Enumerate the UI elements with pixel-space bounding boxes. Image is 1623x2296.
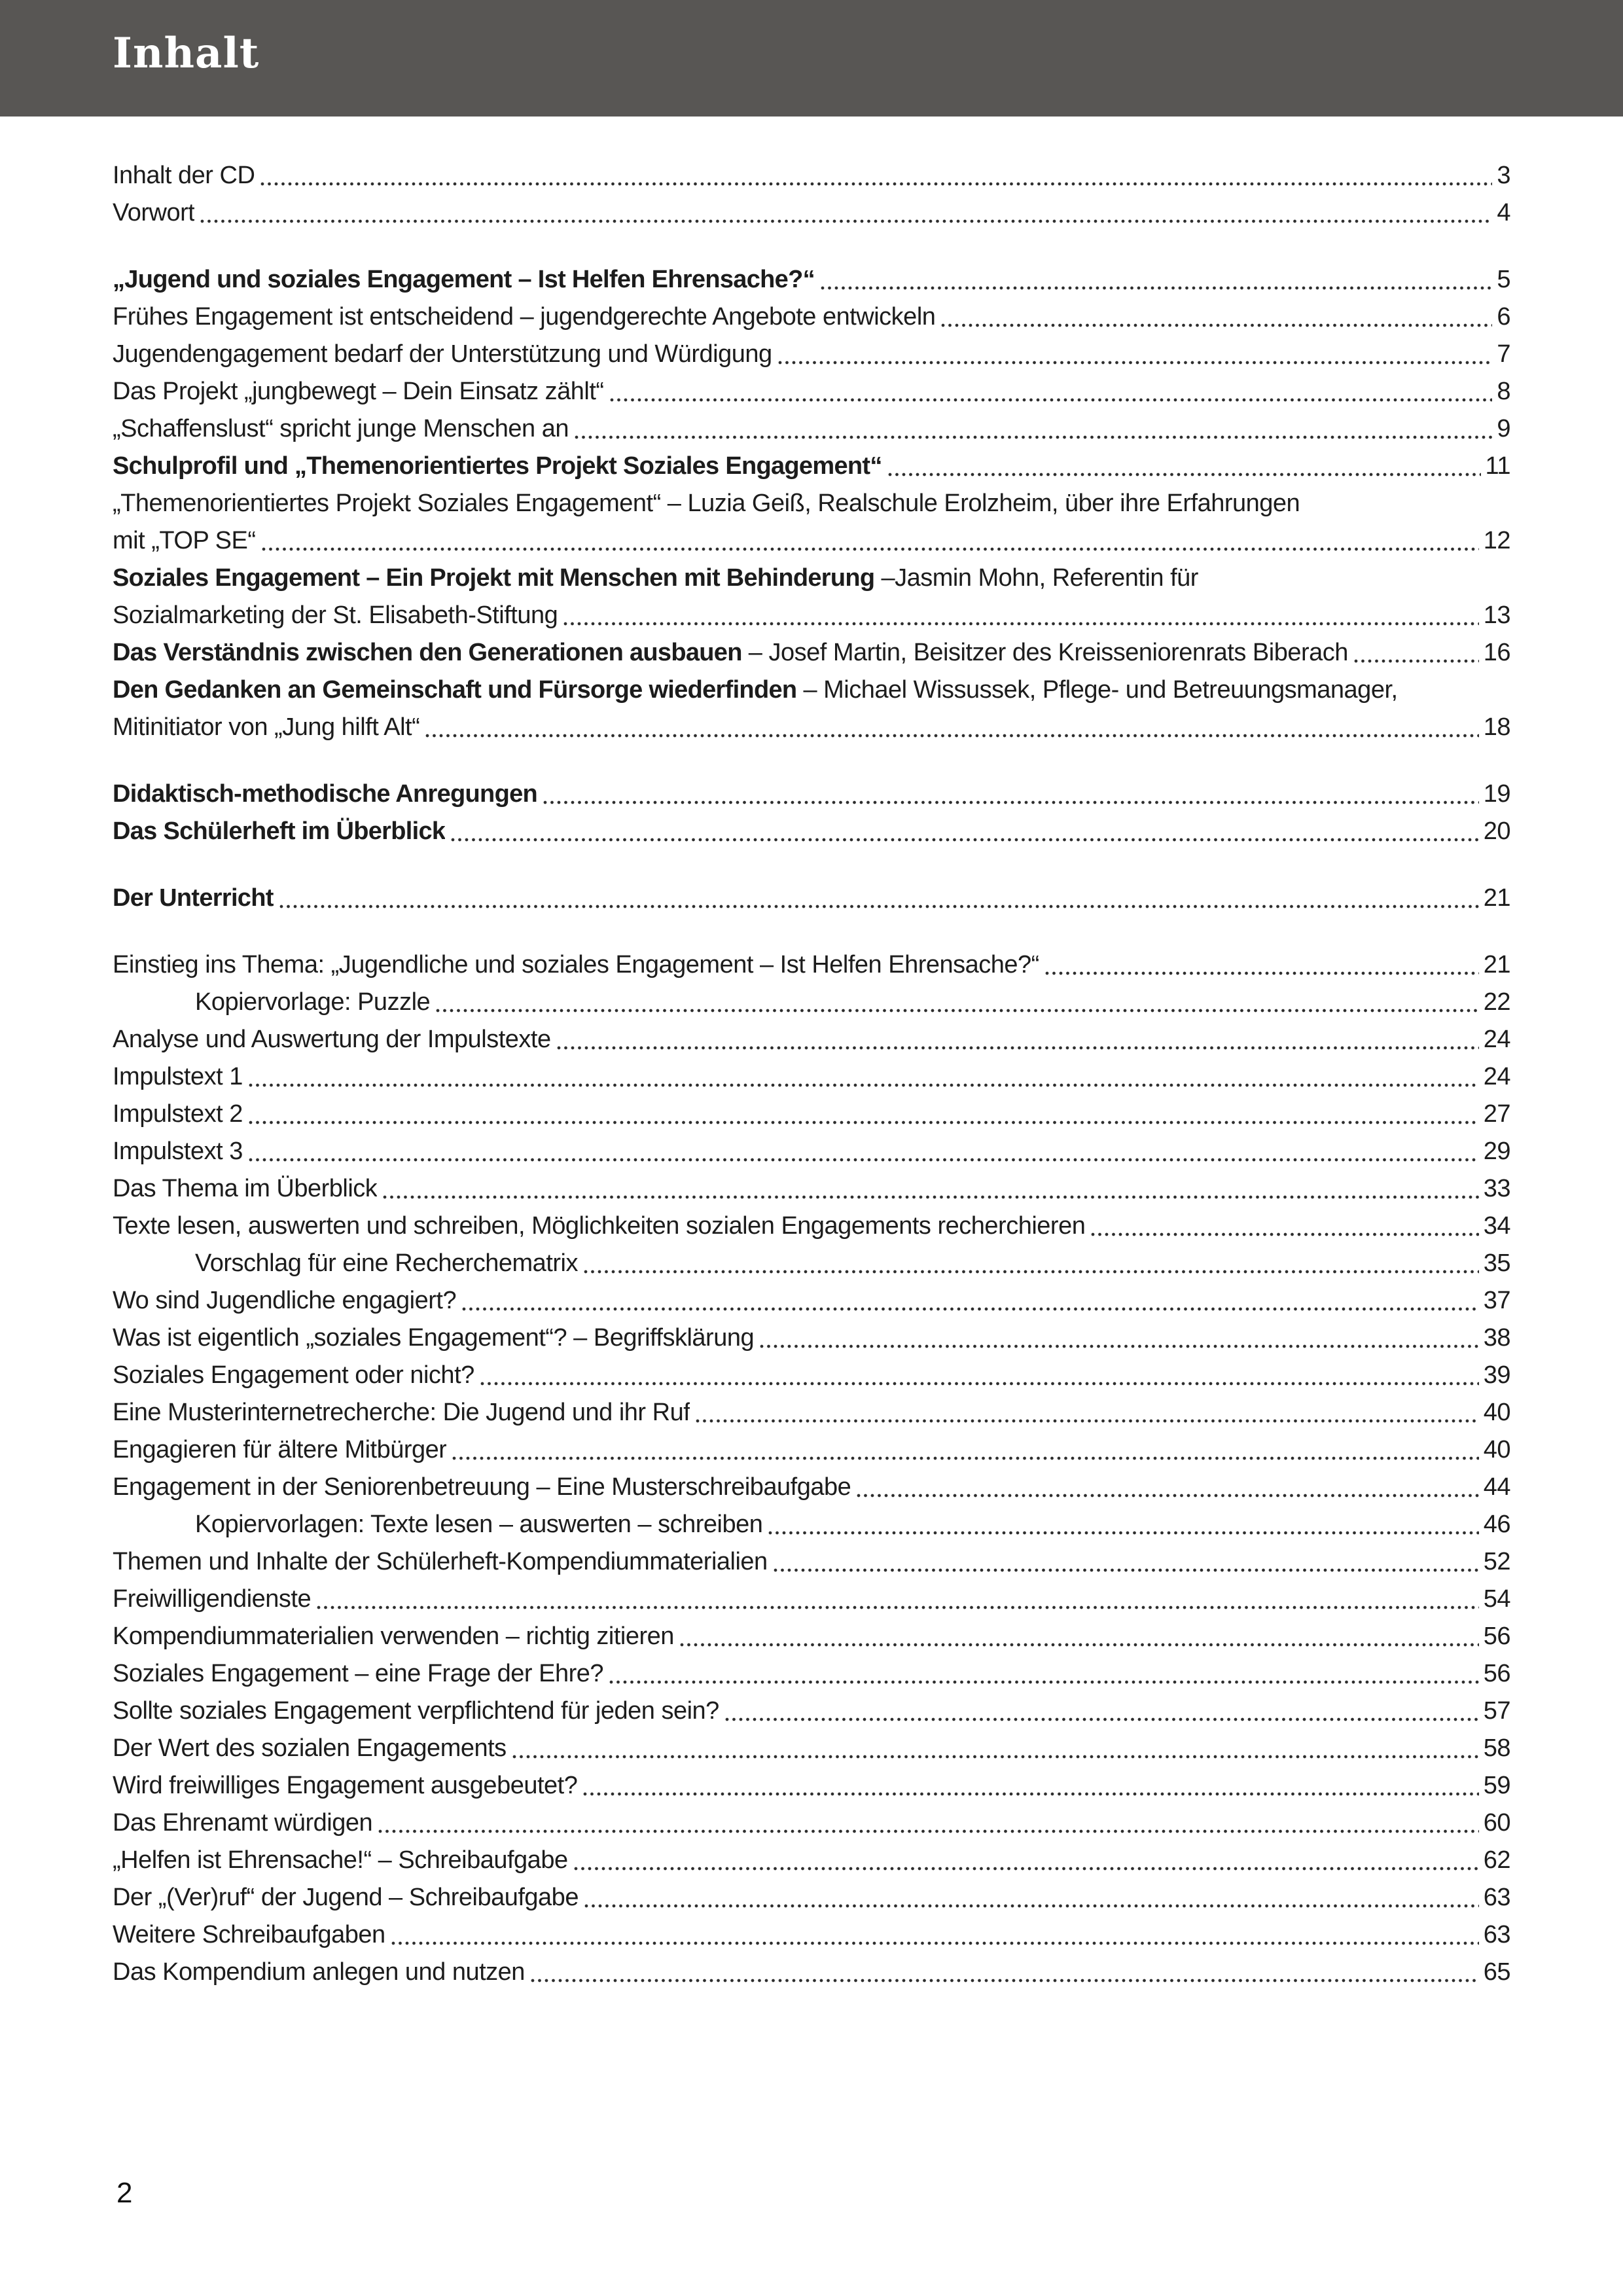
toc-row [113, 1021, 1510, 1058]
toc-entry-text: Das Thema im Überblick [113, 1175, 378, 1202]
toc-entry-text: Soziales Engagement – eine Frage der Ehre? [113, 1660, 604, 1687]
dotted-leader [1091, 1232, 1478, 1237]
toc-entry-page: 21 [1483, 951, 1510, 978]
toc-entry-page: 38 [1483, 1324, 1510, 1352]
toc-entry-label [113, 448, 882, 485]
toc-entry-page: 29 [1483, 1138, 1510, 1165]
toc-entry-text-bold: Das Verständnis zwischen den Generationen ausbauen [113, 639, 742, 666]
toc-entry-page: 3 [1497, 162, 1510, 189]
toc-row [113, 261, 1510, 298]
page-number: 2 [116, 2177, 133, 2209]
dotted-leader [378, 1829, 1479, 1834]
toc-entry-text: Was ist eigentlich „soziales Engagement“? – Begriffsklärung [113, 1324, 755, 1352]
toc-entry-text: mit „TOP SE“ [113, 527, 256, 554]
toc-row [113, 1170, 1510, 1208]
toc-entry-text: Das Kompendium anlegen und nutzen [113, 1958, 525, 1986]
toc-entry-text: Das Projekt „jungbewegt – Dein Einsatz zählt“ [113, 378, 604, 405]
toc-entry-label [113, 597, 558, 634]
toc-entry-label [113, 1133, 243, 1170]
toc-entry-label [113, 709, 419, 746]
toc-entry-text: Engagement in der Seniorenbetreuung – Eine Musterschreibaufgabe [113, 1473, 851, 1501]
toc-entry-page: 12 [1483, 527, 1510, 554]
toc-entry-text: Impulstext 1 [113, 1063, 243, 1090]
toc-entry-page: 4 [1497, 199, 1510, 226]
toc-entry-label [113, 1730, 507, 1767]
toc-entry-page: 21 [1483, 884, 1510, 912]
toc-entry-label [113, 1543, 768, 1581]
toc-entry-page: 57 [1483, 1697, 1510, 1725]
toc-entry-label [113, 298, 935, 336]
toc-entry-label [113, 1618, 674, 1655]
toc-entry-text: „Themenorientiertes Projekt Soziales Engagement“ – Luzia Geiß, Realschule Erolzheim, über ihre Erfahrungen [113, 490, 1300, 517]
toc-entry-text: Vorschlag für eine Recherchematrix [195, 1249, 578, 1277]
toc-row [113, 194, 1510, 232]
toc-entry-text: Vorwort [113, 199, 195, 226]
toc-entry-text: Kopiervorlagen: Texte lesen – auswerten – schreiben [195, 1511, 763, 1538]
toc-entry-page: 37 [1483, 1287, 1510, 1314]
page-header-bar [0, 0, 1623, 117]
toc-entry-text: Analyse und Auswertung der Impulstexte [113, 1026, 551, 1053]
dotted-leader [451, 837, 1478, 842]
toc-row [113, 522, 1510, 560]
toc-row [113, 1655, 1510, 1693]
toc-entry-page: 9 [1497, 415, 1510, 442]
dotted-leader [543, 800, 1479, 805]
toc-row [113, 1133, 1510, 1170]
toc-entry-label [113, 946, 1039, 984]
toc-entry-page: 5 [1497, 266, 1510, 293]
toc-entry-text: Inhalt der CD [113, 162, 255, 189]
dotted-leader [574, 1866, 1479, 1871]
toc-row [113, 448, 1510, 485]
toc-row [113, 1357, 1510, 1394]
toc-entry-page: 63 [1483, 1884, 1510, 1911]
toc-entry-page: 54 [1483, 1585, 1510, 1613]
table-of-contents [0, 117, 1623, 1991]
toc-entry-text-bold: Soziales Engagement – Ein Projekt mit Menschen mit Behinderung [113, 564, 875, 592]
toc-row [113, 1394, 1510, 1431]
toc-entry-page: 52 [1483, 1548, 1510, 1575]
toc-entry-label [113, 410, 569, 448]
toc-entry-label [195, 1245, 578, 1282]
toc-entry-text-bold: Der Unterricht [113, 884, 274, 912]
toc-entry-label [113, 1581, 311, 1618]
dotted-leader [436, 1008, 1479, 1013]
toc-entry-text: Der Wert des sozialen Engagements [113, 1734, 507, 1762]
toc-row [113, 1767, 1510, 1804]
toc-entry-text: Impulstext 2 [113, 1100, 243, 1128]
dotted-leader [680, 1642, 1479, 1647]
toc-entry-label [113, 776, 537, 813]
toc-entry-label [113, 1655, 603, 1693]
toc-entry-text-bold: Schulprofil und „Themenorientiertes Projekt Soziales Engagement“ [113, 452, 882, 480]
toc-entry-page: 27 [1483, 1100, 1510, 1128]
dotted-leader [452, 1456, 1478, 1461]
toc-entry-text: Texte lesen, auswerten und schreiben, Möglichkeiten sozialen Engagements recherchieren [113, 1212, 1086, 1240]
toc-entry-label [113, 261, 815, 298]
toc-entry-page: 56 [1483, 1660, 1510, 1687]
dotted-leader [512, 1754, 1479, 1759]
toc-row [113, 1804, 1510, 1842]
toc-entry-page: 6 [1497, 303, 1510, 331]
toc-entry-page: 13 [1483, 601, 1510, 629]
toc-entry-label [113, 1954, 525, 1991]
dotted-leader [768, 1530, 1478, 1535]
page-number-footer [116, 2177, 132, 2210]
toc-row [113, 946, 1510, 984]
toc-entry-label [113, 1021, 551, 1058]
toc-row [113, 1879, 1510, 1916]
toc-entry-page: 34 [1483, 1212, 1510, 1240]
toc-entry-text: „Schaffenslust“ spricht junge Menschen an [113, 415, 569, 442]
toc-row [113, 485, 1510, 522]
toc-entry-page: 8 [1497, 378, 1510, 405]
toc-row [113, 1581, 1510, 1618]
toc-entry-page: 16 [1483, 639, 1510, 666]
dotted-leader [425, 733, 1478, 738]
toc-entry-label [113, 1804, 372, 1842]
toc-entry-text-bold: Das Schülerheft im Überblick [113, 817, 446, 845]
dotted-leader [391, 1941, 1479, 1946]
toc-row [113, 709, 1510, 746]
toc-entry-page: 18 [1483, 713, 1510, 741]
toc-entry-text: Wo sind Jugendliche engagiert? [113, 1287, 457, 1314]
toc-entry-label [113, 1916, 385, 1954]
toc-entry-text: Das Ehrenamt würdigen [113, 1809, 373, 1837]
toc-row [113, 1916, 1510, 1954]
toc-entry-label [113, 1319, 754, 1357]
toc-entry-text: – Michael Wissussek, Pflege- und Betreuungsmanager, [796, 676, 1398, 704]
dotted-leader [857, 1493, 1478, 1498]
toc-row [113, 1469, 1510, 1506]
toc-row [113, 1096, 1510, 1133]
toc-row [113, 1058, 1510, 1096]
dotted-leader [260, 181, 1492, 187]
toc-entry-text: Sollte soziales Engagement verpflichtend für jeden sein? [113, 1697, 719, 1725]
toc-entry-page: 24 [1483, 1063, 1510, 1090]
toc-row [113, 298, 1510, 336]
toc-entry-label [113, 1058, 243, 1096]
toc-row [113, 1618, 1510, 1655]
dotted-leader [249, 1157, 1479, 1162]
dotted-leader [317, 1605, 1479, 1610]
toc-row [113, 1842, 1510, 1879]
toc-row [113, 373, 1510, 410]
toc-entry-label [113, 813, 445, 850]
dotted-leader [383, 1194, 1478, 1200]
toc-entry-page: 44 [1483, 1473, 1510, 1501]
toc-row [113, 157, 1510, 194]
toc-entry-label [113, 1469, 851, 1506]
toc-entry-text: Impulstext 3 [113, 1138, 243, 1165]
dotted-leader [696, 1418, 1478, 1424]
toc-entry-text: Kopiervorlage: Puzzle [195, 988, 431, 1016]
toc-entry-page: 46 [1483, 1511, 1510, 1538]
toc-entry-page: 24 [1483, 1026, 1510, 1053]
toc-entry-page: 22 [1483, 988, 1510, 1016]
toc-entry-text: Frühes Engagement ist entscheidend – jugendgerechte Angebote entwickeln [113, 303, 936, 331]
dotted-leader [557, 1045, 1479, 1050]
toc-row [113, 410, 1510, 448]
dotted-leader [583, 1791, 1478, 1797]
toc-entry-page: 20 [1483, 817, 1510, 845]
toc-entry-page: 35 [1483, 1249, 1510, 1277]
toc-row [113, 1730, 1510, 1767]
toc-entry-label [113, 634, 1348, 672]
toc-entry-label [113, 672, 1398, 709]
toc-entry-label [113, 373, 604, 410]
toc-row [113, 1431, 1510, 1469]
toc-entry-label [113, 1170, 377, 1208]
toc-row [113, 672, 1510, 709]
dotted-leader [888, 472, 1481, 477]
dotted-leader [1045, 971, 1479, 976]
toc-entry-text-bold: „Jugend und soziales Engagement – Ist Helfen Ehrensache?“ [113, 266, 815, 293]
dotted-leader [821, 285, 1492, 291]
toc-entry-text: Mitinitiator von „Jung hilft Alt“ [113, 713, 420, 741]
toc-row [113, 813, 1510, 850]
toc-entry-page: 60 [1483, 1809, 1510, 1837]
toc-entry-label [113, 1767, 577, 1804]
toc-row [113, 776, 1510, 813]
toc-entry-text: „Helfen ist Ehrensache!“ – Schreibaufgabe [113, 1846, 568, 1874]
dotted-leader [262, 547, 1479, 552]
page-title: Inhalt [113, 29, 260, 78]
toc-entry-text-bold: Didaktisch-methodische Anregungen [113, 780, 538, 808]
toc-row [113, 880, 1510, 917]
dotted-leader [249, 1120, 1479, 1125]
toc-row [113, 560, 1510, 597]
toc-entry-label [113, 880, 274, 917]
toc-entry-label [113, 1879, 579, 1916]
toc-entry-text: Soziales Engagement oder nicht? [113, 1361, 474, 1389]
dotted-leader [609, 1679, 1479, 1685]
toc-entry-page: 19 [1483, 780, 1510, 808]
toc-entry-label [113, 157, 255, 194]
dotted-leader [760, 1344, 1479, 1349]
toc-entry-page: 62 [1483, 1846, 1510, 1874]
toc-entry-label [195, 1506, 762, 1543]
toc-entry-text: Weitere Schreibaufgaben [113, 1921, 385, 1948]
toc-entry-text: Themen und Inhalte der Schülerheft-Kompendiummaterialien [113, 1548, 768, 1575]
toc-entry-text: –Jasmin Mohn, Referentin für [874, 564, 1198, 592]
toc-entry-label [113, 1431, 446, 1469]
toc-entry-label [113, 1282, 456, 1319]
toc-entry-page: 40 [1483, 1399, 1510, 1426]
toc-entry-page: 11 [1485, 452, 1510, 480]
toc-row [113, 984, 1510, 1021]
toc-entry-label [113, 560, 1198, 597]
toc-entry-label [113, 194, 194, 232]
toc-entry-label [113, 336, 772, 373]
toc-row [113, 597, 1510, 634]
toc-row [113, 1245, 1510, 1282]
toc-entry-text: Einstieg ins Thema: „Jugendliche und soziales Engagement – Ist Helfen Ehrensache?“ [113, 951, 1039, 978]
dotted-leader [531, 1978, 1479, 1983]
toc-entry-page: 7 [1497, 340, 1510, 368]
toc-entry-page: 33 [1483, 1175, 1510, 1202]
toc-entry-page: 56 [1483, 1623, 1510, 1650]
toc-entry-text: Jugendengagement bedarf der Unterstützung und Würdigung [113, 340, 772, 368]
toc-entry-page: 59 [1483, 1772, 1510, 1799]
toc-entry-text: Freiwilligendienste [113, 1585, 312, 1613]
dotted-leader [575, 435, 1492, 440]
toc-row [113, 336, 1510, 373]
toc-entry-label [113, 1208, 1085, 1245]
toc-entry-text: Kompendiummaterialien verwenden – richtig zitieren [113, 1623, 674, 1650]
toc-row [113, 1282, 1510, 1319]
dotted-leader [725, 1717, 1479, 1722]
dotted-leader [249, 1083, 1479, 1088]
toc-row [113, 1319, 1510, 1357]
toc-entry-text: – Josef Martin, Beisitzer des Kreisseniorenrats Biberach [741, 639, 1348, 666]
toc-entry-label [195, 984, 430, 1021]
toc-entry-label [113, 1394, 690, 1431]
toc-entry-text: Wird freiwilliges Engagement ausgebeutet? [113, 1772, 578, 1799]
toc-entry-text: Sozialmarketing der St. Elisabeth-Stiftung [113, 601, 558, 629]
dotted-leader [610, 397, 1493, 403]
dotted-leader [279, 904, 1479, 909]
toc-entry-page: 39 [1483, 1361, 1510, 1389]
dotted-leader [200, 219, 1492, 224]
dotted-leader [778, 360, 1493, 365]
toc-row [113, 1208, 1510, 1245]
toc-entry-label [113, 485, 1300, 522]
toc-entry-label [113, 1096, 243, 1133]
dotted-leader [462, 1306, 1479, 1312]
toc-row [113, 1693, 1510, 1730]
toc-entry-label [113, 1842, 568, 1879]
toc-entry-page: 40 [1483, 1436, 1510, 1463]
toc-entry-page: 65 [1483, 1958, 1510, 1986]
toc-entry-text: Eine Musterinternetrecherche: Die Jugend und ihr Ruf [113, 1399, 690, 1426]
toc-entry-text: Der „(Ver)ruf“ der Jugend – Schreibaufgabe [113, 1884, 579, 1911]
toc-entry-label [113, 1693, 719, 1730]
toc-entry-page: 58 [1483, 1734, 1510, 1762]
dotted-leader [584, 1269, 1479, 1274]
toc-row [113, 634, 1510, 672]
dotted-leader [774, 1568, 1479, 1573]
dotted-leader [480, 1381, 1479, 1386]
dotted-leader [584, 1903, 1479, 1909]
toc-row [113, 1543, 1510, 1581]
toc-row [113, 1954, 1510, 1991]
dotted-leader [563, 621, 1478, 626]
toc-entry-text-bold: Den Gedanken an Gemeinschaft und Fürsorge wiederfinden [113, 676, 797, 704]
toc-entry-page: 63 [1483, 1921, 1510, 1948]
toc-entry-label [113, 522, 256, 560]
toc-row [113, 1506, 1510, 1543]
dotted-leader [1354, 658, 1479, 664]
toc-entry-text: Engagieren für ältere Mitbürger [113, 1436, 447, 1463]
toc-entry-label [113, 1357, 474, 1394]
dotted-leader [941, 323, 1492, 328]
